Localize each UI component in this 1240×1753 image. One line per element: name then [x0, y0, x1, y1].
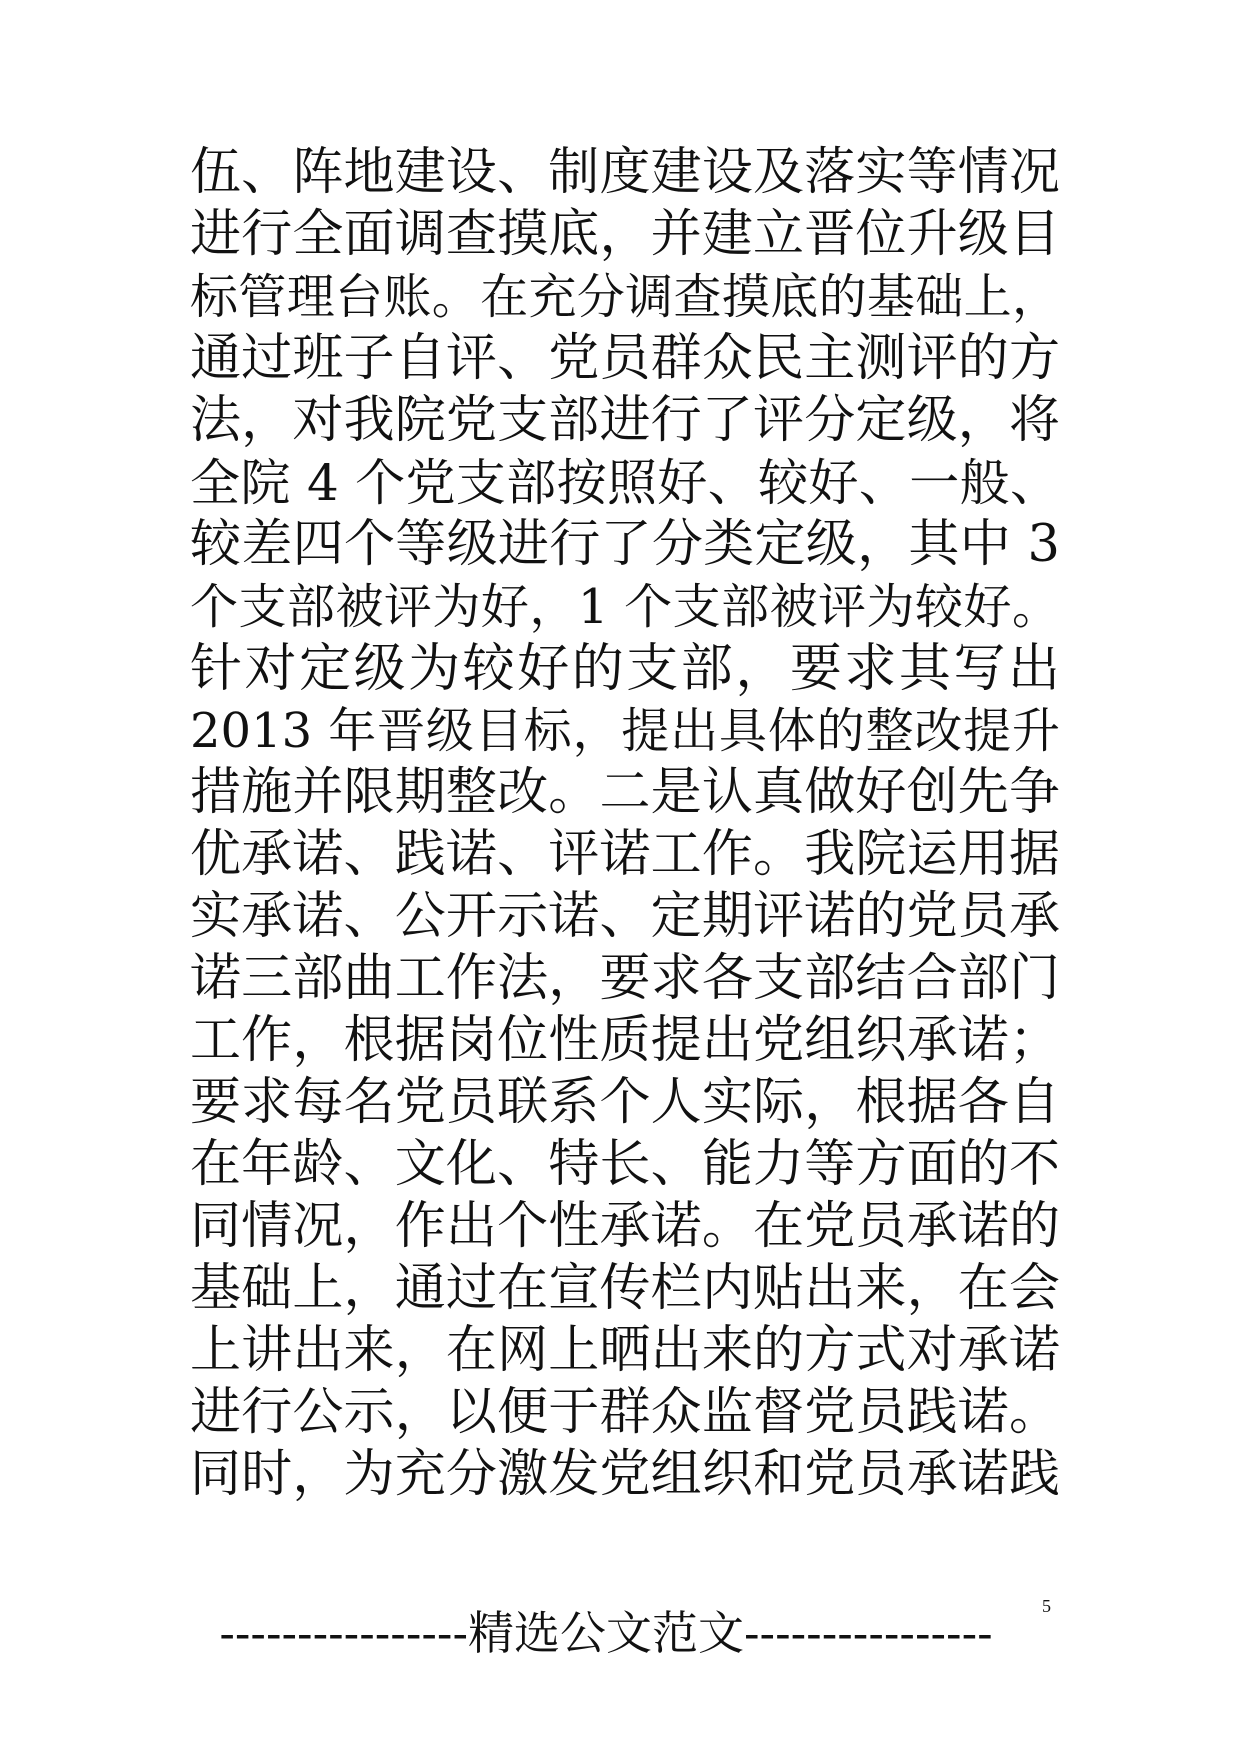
text-line: 优承诺、践诺、评诺工作。我院运用据 [190, 825, 1060, 884]
text-line: 工作，根据岗位性质提出党组织承诺； [190, 1011, 1060, 1070]
text-line: 法，对我院党支部进行了评分定级，将 [190, 391, 1060, 450]
text-line: 全院 4 个党支部按照好、较好、一般、 [190, 454, 1060, 512]
text-line: 同时，为充分激发党组织和党员承诺践 [190, 1445, 1060, 1504]
text-line: 个支部被评为好，1 个支部被评为较好。 [190, 579, 1060, 635]
text-line: 诺三部曲工作法，要求各支部结合部门 [190, 949, 1060, 1008]
text-line: 针对定级为较好的支部，要求其写出 [190, 639, 1060, 699]
text-line: 要求每名党员联系个人实际，根据各自 [190, 1073, 1060, 1132]
text-line: 较差四个等级进行了分类定级，其中 3 [190, 515, 1060, 574]
text-line: 伍、阵地建设、制度建设及落实等情况 [190, 143, 1060, 202]
text-line: 进行公示，以便于群众监督党员践诺。 [190, 1383, 1060, 1442]
text-line: 进行全面调查摸底，并建立晋位升级目 [190, 205, 1060, 264]
text-line: 通过班子自评、党员群众民主测评的方 [190, 329, 1060, 388]
text-line: 措施并限期整改。二是认真做好创先争 [190, 763, 1060, 822]
text-line: 上讲出来，在网上晒出来的方式对承诺 [190, 1321, 1060, 1380]
text-line: 在年龄、文化、特长、能力等方面的不 [190, 1135, 1060, 1194]
page-number: 5 [1042, 1596, 1051, 1616]
text-line: 实承诺、公开示诺、定期评诺的党员承 [190, 887, 1060, 946]
text-line: 同情况，作出个性承诺。在党员承诺的 [190, 1197, 1060, 1256]
text-line: 基础上，通过在宣传栏内贴出来，在会 [190, 1259, 1060, 1318]
text-line: 2013 年晋级目标，提出具体的整改提升 [190, 703, 1060, 759]
page-footer: ----------------精选公文范文---------------- [219, 1606, 993, 1660]
body-text [190, 142, 1060, 1506]
text-line: 标管理台账。在充分调查摸底的基础上， [190, 269, 1060, 325]
